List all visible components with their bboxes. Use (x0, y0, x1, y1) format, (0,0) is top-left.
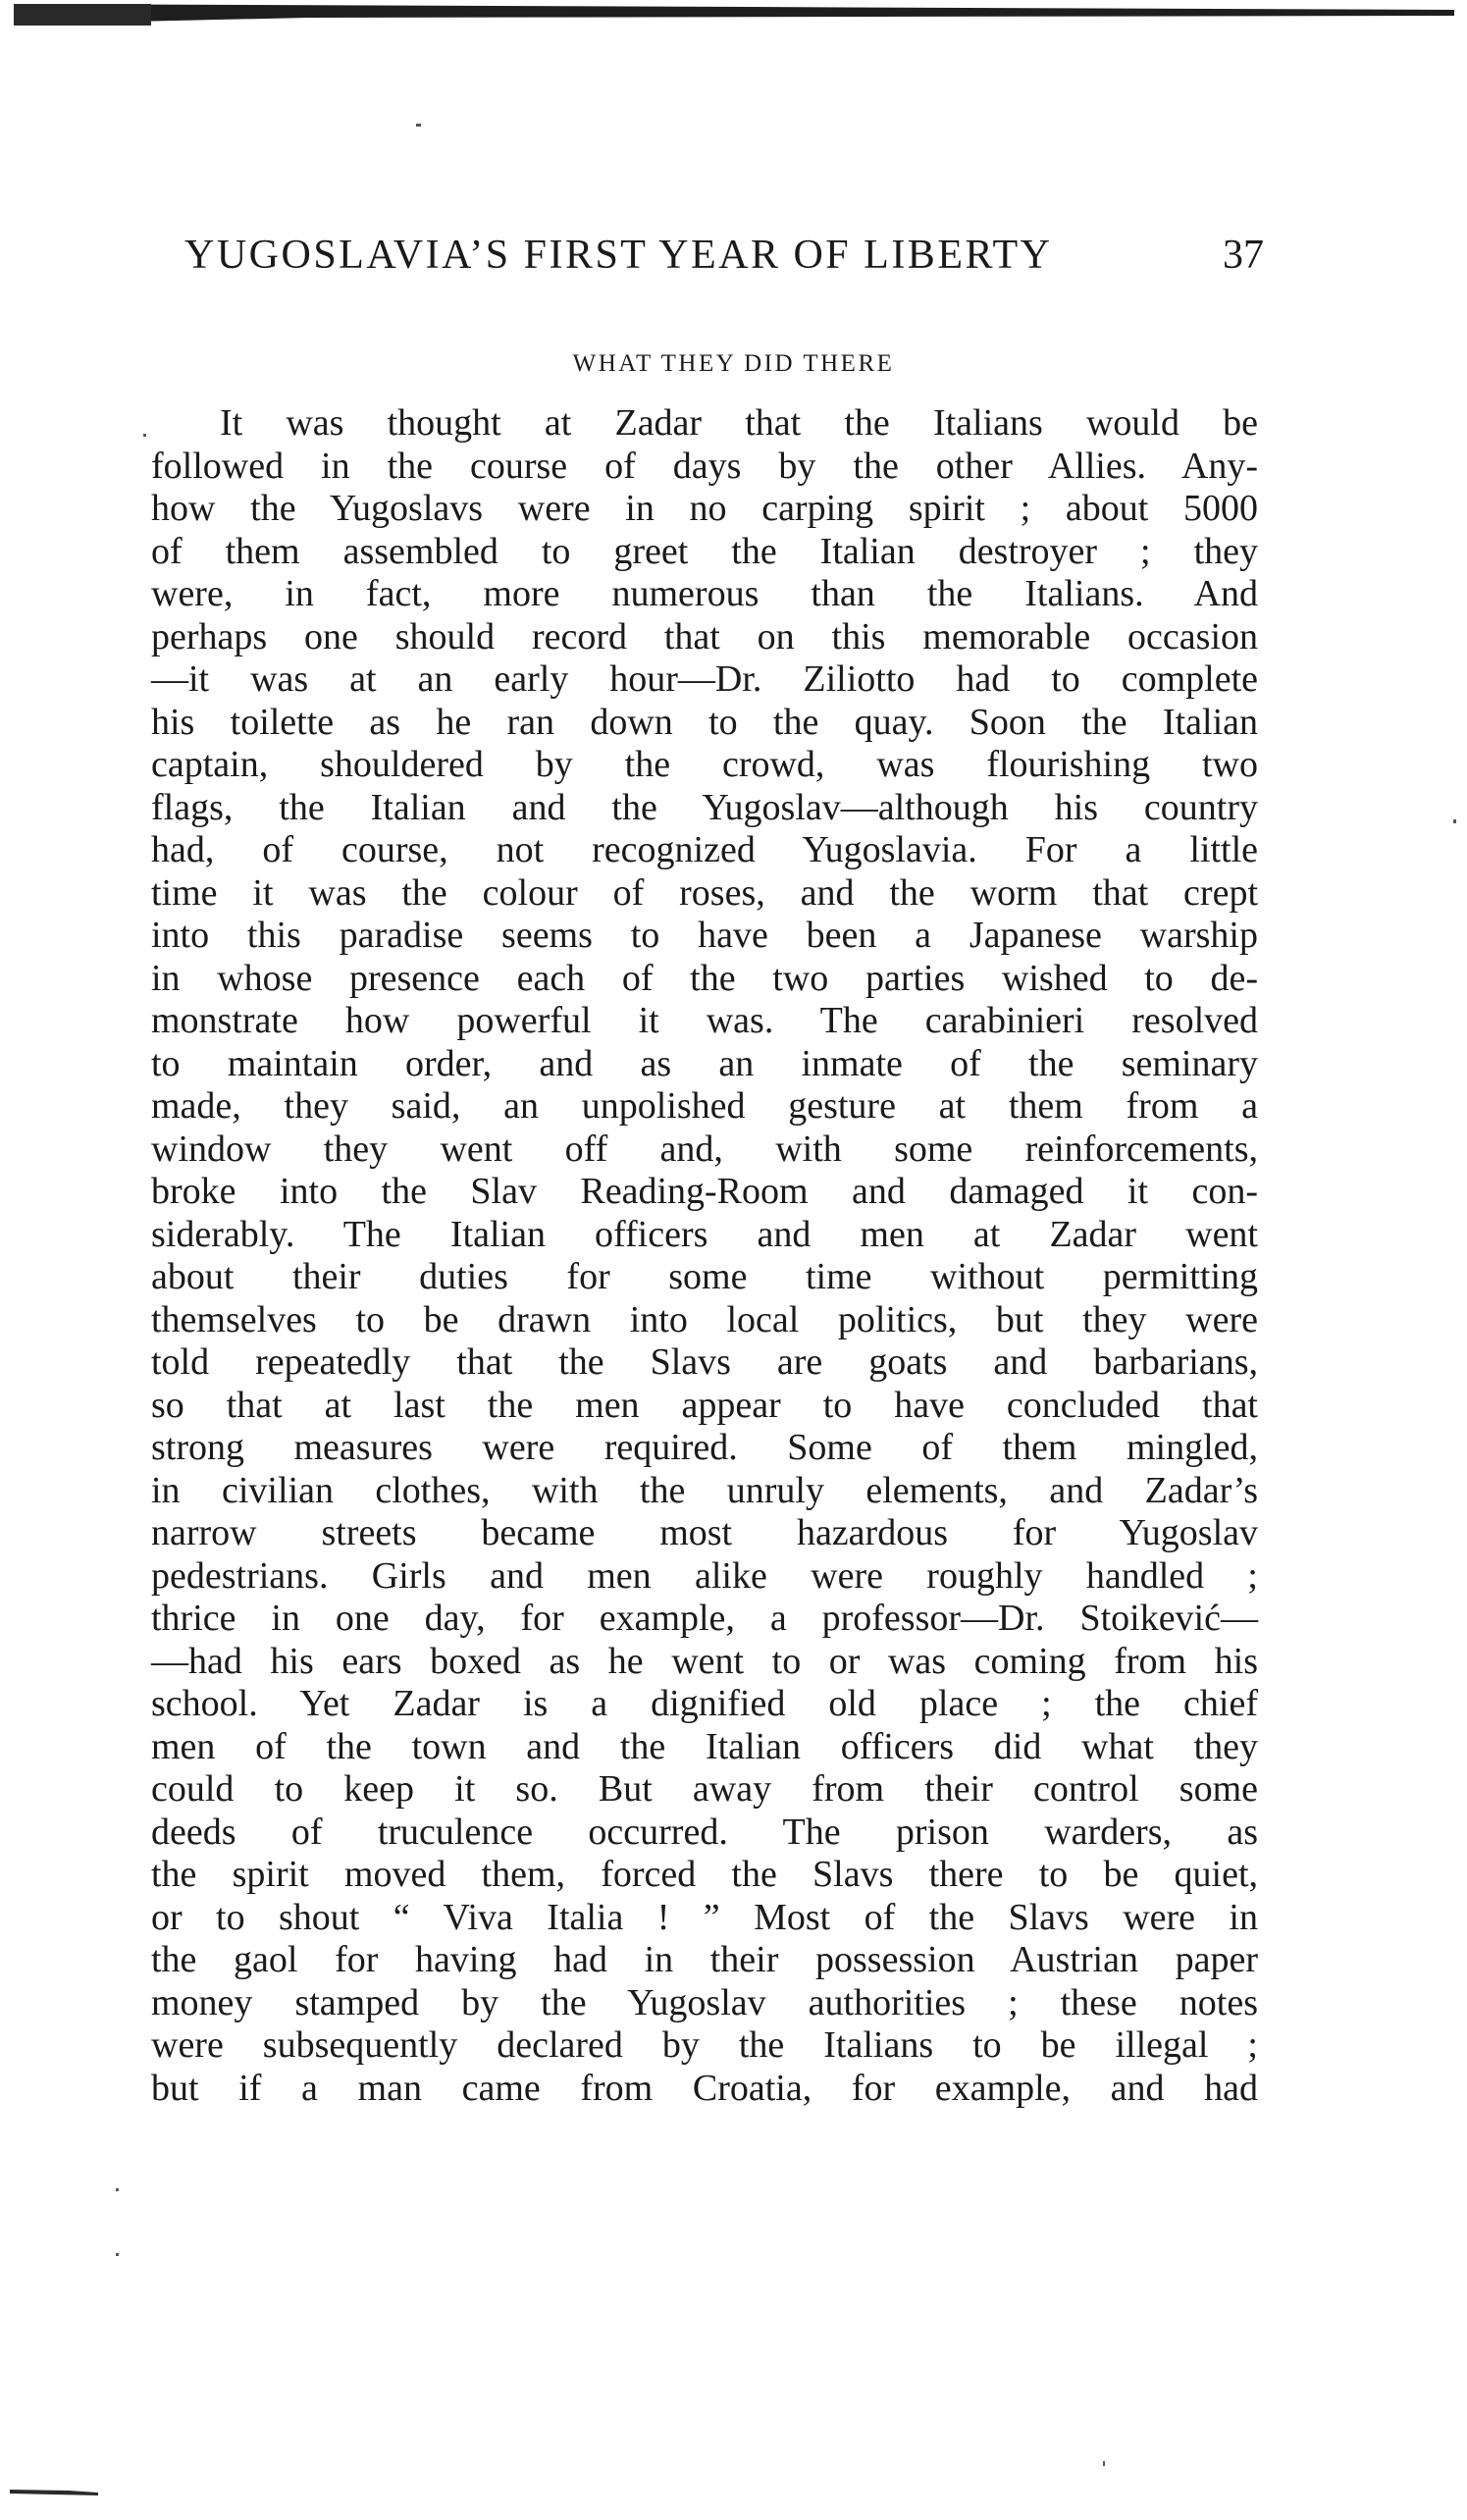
text-line: told repeatedly that the Slavs are goats and barbarians, (151, 1341, 1258, 1383)
text-line: had, of course, not recognized Yugoslavia. For a little (151, 829, 1258, 870)
text-line: made, they said, an unpolished gesture at them from a (151, 1085, 1258, 1127)
bottom-edge-smudge (10, 2488, 98, 2495)
text-line: themselves to be drawn into local politics, but they were (151, 1298, 1258, 1340)
text-line: school. Yet Zadar is a dignified old place ; the chief (151, 1683, 1258, 1724)
margin-speck (116, 2253, 119, 2256)
text-line: pedestrians. Girls and men alike were roughly handled ; (151, 1554, 1258, 1597)
text-line: —it was at an early hour—Dr. Ziliotto had to complete (151, 658, 1258, 700)
section-heading: WHAT THEY DID THERE (572, 350, 895, 377)
margin-speck (143, 434, 146, 437)
text-line: siderably. The Italian officers and men at Zadar went (151, 1213, 1258, 1255)
text-line: his toilette as he ran down to the quay. Soon the Italian (151, 701, 1258, 743)
text-line: perhaps one should record that on this memorable occasion (151, 615, 1258, 657)
margin-speck (1103, 2461, 1105, 2466)
text-line: thrice in one day, for example, a professor—Dr. Stoikević— (151, 1598, 1258, 1639)
text-line: broke into the Slav Reading-Room and damaged it con- (151, 1171, 1258, 1212)
text-line: —had his ears boxed as he went to or was coming from his (151, 1640, 1258, 1682)
text-line: men of the town and the Italian officers did what they (151, 1725, 1258, 1767)
page-number: 37 (1223, 233, 1264, 278)
text-line: into this paradise seems to have been a Japanese warship (151, 915, 1258, 956)
text-line: the spirit moved them, forced the Slavs there to be quiet, (151, 1854, 1258, 1895)
text-line: could to keep it so. But away from their control some (151, 1768, 1258, 1810)
page-header (184, 232, 1264, 290)
text-line: strong measures were required. Some of them mingled, (151, 1427, 1258, 1468)
text-line: to maintain order, and as an inmate of the seminary (151, 1042, 1258, 1084)
text-line: about their duties for some time without permitting (151, 1256, 1258, 1297)
margin-speck (116, 2188, 119, 2191)
text-line: were, in fact, more numerous than the Italians. And (151, 573, 1258, 614)
text-line: of them assembled to greet the Italian destroyer ; they (151, 530, 1258, 572)
text-line: deeds of truculence occurred. The prison warders, as (151, 1811, 1258, 1853)
body-text (151, 402, 1258, 2110)
text-line: were subsequently declared by the Italians to be illegal ; (151, 2024, 1258, 2066)
text-line: flags, the Italian and the Yugoslav—although his country (151, 786, 1258, 828)
text-line: captain, shouldered by the crowd, was flourishing two (151, 744, 1258, 785)
text-line: the gaol for having had in their possession Austrian paper (151, 1939, 1258, 1980)
margin-speck (416, 124, 421, 127)
text-line: or to shout “ Viva Italia ! ” Most of the Slavs were in (151, 1896, 1258, 1938)
top-edge-shadow (14, 4, 1454, 26)
text-line: time it was the colour of roses, and the worm that crept (151, 871, 1258, 914)
margin-speck (1453, 819, 1456, 823)
text-line: followed in the course of days by the other Allies. Any- (151, 445, 1258, 487)
text-line: It was thought at Zadar that the Italians would be (220, 402, 1258, 444)
text-line: narrow streets became most hazardous for Yugoslav (151, 1512, 1258, 1553)
text-line: in civilian clothes, with the unruly elements, and Zadar’s (151, 1469, 1258, 1511)
text-line: but if a man came from Croatia, for example, and had (151, 2067, 1258, 2109)
text-line: monstrate how powerful it was. The carabinieri resolved (151, 1000, 1258, 1041)
text-line: money stamped by the Yugoslav authorities ; these notes (151, 1981, 1258, 2023)
running-head: YUGOSLAVIA’S FIRST YEAR OF LIBERTY (184, 233, 1053, 278)
text-line: in whose presence each of the two parties wished to de- (151, 957, 1258, 999)
text-line: so that at last the men appear to have concluded that (151, 1384, 1258, 1426)
text-line: window they went off and, with some reinforcements, (151, 1128, 1258, 1170)
text-line: how the Yugoslavs were in no carping spirit ; about 5000 (151, 488, 1258, 529)
